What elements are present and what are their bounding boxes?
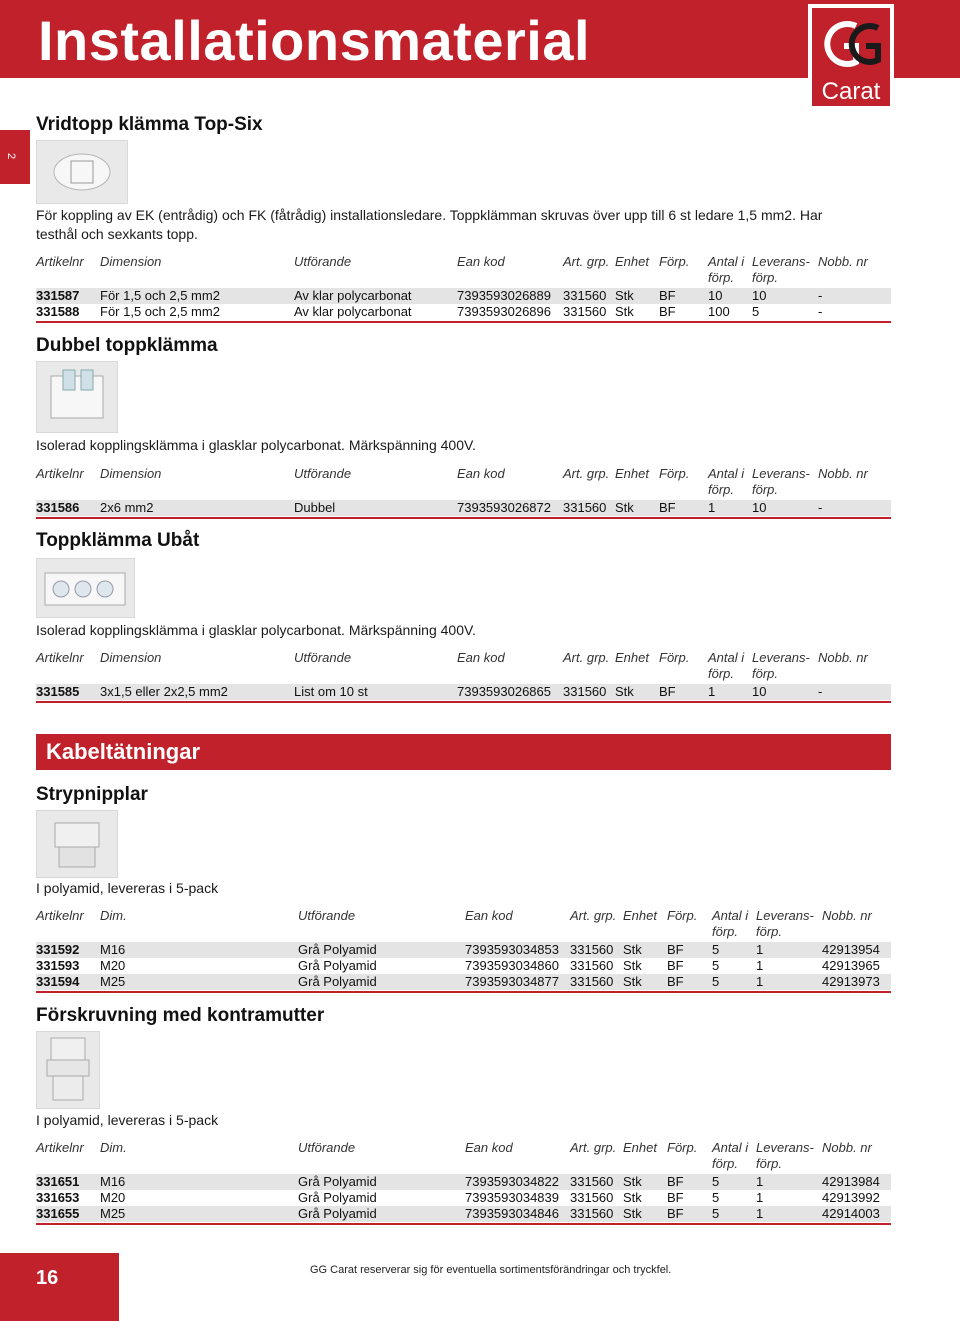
side-tab — [0, 130, 30, 184]
table-cell: 5 — [712, 1174, 720, 1189]
table-cell: 42914003 — [822, 1206, 880, 1221]
page-number: 16 — [36, 1267, 59, 1289]
table-cell: Stk — [623, 1174, 642, 1189]
table-cell: 331560 — [570, 942, 614, 957]
column-header: Leverans- förp. — [756, 1140, 814, 1171]
column-header: Art. grp. — [570, 1140, 617, 1155]
table-cell: 5 — [712, 1190, 720, 1205]
column-header: Nobb. nr — [818, 254, 868, 269]
article-number: 331655 — [36, 1206, 80, 1221]
table-cell: - — [818, 500, 823, 515]
table-header — [0, 650, 891, 682]
table-row — [36, 942, 891, 958]
column-header: Förp. — [667, 1140, 698, 1155]
logo-text: Carat — [821, 78, 881, 105]
table-row — [36, 1206, 891, 1222]
table-cell: 1 — [756, 1174, 764, 1189]
product-image — [36, 361, 118, 433]
category-title: Kabeltätningar — [46, 739, 201, 764]
table-cell: - — [818, 304, 823, 319]
product-description: Isolerad kopplingsklämma i glasklar polycarbonat. Märkspänning 400V. — [36, 622, 476, 638]
column-header: Utförande — [294, 254, 352, 269]
table-cell: BF — [667, 974, 684, 989]
table-cell: 100 — [708, 304, 730, 319]
table-cell: För 1,5 och 2,5 mm2 — [100, 304, 220, 319]
section-title: Toppklämma Ubåt — [36, 530, 200, 551]
footer-note: GG Carat reserverar sig för eventuella sortimentsförändringar och tryckfel. — [310, 1264, 672, 1276]
table-cell: 7393593034846 — [465, 1206, 559, 1221]
column-header: Dimension — [100, 466, 162, 481]
column-header: Ean kod — [457, 254, 505, 269]
column-header: Nobb. nr — [818, 466, 868, 481]
table-row — [36, 500, 891, 516]
gg-carat-logo — [808, 4, 894, 110]
article-number: 331592 — [36, 942, 80, 957]
column-header: Nobb. nr — [818, 650, 868, 665]
table-cell: 42913992 — [822, 1190, 880, 1205]
table-cell: 7393593034853 — [465, 942, 559, 957]
column-header: Antal i förp. — [708, 254, 745, 285]
product-image — [36, 558, 135, 618]
table-divider — [36, 1223, 891, 1225]
table-cell: 42913954 — [822, 942, 880, 957]
side-tab-label: 2 — [5, 152, 18, 160]
table-cell: - — [818, 684, 823, 699]
table-header — [0, 1140, 891, 1172]
table-cell: 7393593034860 — [465, 958, 559, 973]
table-cell: M20 — [100, 958, 126, 973]
column-header: Dimension — [100, 254, 162, 269]
table-row — [36, 958, 891, 974]
table-cell: 331560 — [570, 974, 614, 989]
article-number: 331588 — [36, 304, 80, 319]
table-cell: 331560 — [563, 304, 607, 319]
table-cell: Stk — [615, 288, 634, 303]
section-title: Förskruvning med kontramutter — [36, 1005, 325, 1026]
column-header: Dim. — [100, 1140, 127, 1155]
table-cell: 1 — [708, 684, 716, 699]
table-cell: BF — [659, 684, 676, 699]
table-divider — [36, 517, 891, 519]
table-cell: Stk — [615, 304, 634, 319]
table-cell: 10 — [752, 500, 767, 515]
column-header: Förp. — [659, 254, 690, 269]
table-cell: Grå Polyamid — [298, 958, 377, 973]
table-cell: M20 — [100, 1190, 126, 1205]
column-header: Antal i förp. — [712, 908, 749, 939]
table-header — [0, 908, 891, 940]
column-header: Utförande — [294, 466, 352, 481]
table-cell: 3x1,5 eller 2x2,5 mm2 — [100, 684, 228, 699]
table-cell: Stk — [615, 684, 634, 699]
column-header: Utförande — [298, 1140, 356, 1155]
column-header: Förp. — [659, 650, 690, 665]
table-cell: 331560 — [563, 684, 607, 699]
table-cell: M16 — [100, 942, 126, 957]
table-cell: 331560 — [570, 1206, 614, 1221]
table-cell: 1 — [756, 974, 764, 989]
table-cell: 7393593034839 — [465, 1190, 559, 1205]
table-row — [36, 1190, 891, 1206]
article-number: 331594 — [36, 974, 80, 989]
table-cell: M16 — [100, 1174, 126, 1189]
column-header: Förp. — [667, 908, 698, 923]
column-header: Enhet — [623, 1140, 657, 1155]
table-cell: Grå Polyamid — [298, 1190, 377, 1205]
product-description: I polyamid, levereras i 5-pack — [36, 880, 219, 896]
table-divider — [36, 991, 891, 993]
table-cell: Dubbel — [294, 500, 336, 515]
column-header: Art. grp. — [570, 908, 617, 923]
table-cell: 10 — [752, 684, 767, 699]
table-cell: 1 — [756, 1206, 764, 1221]
table-cell: BF — [667, 1206, 684, 1221]
table-cell: 42913973 — [822, 974, 880, 989]
product-image — [36, 140, 128, 204]
page-title: Installationsmaterial — [38, 9, 591, 72]
table-cell: 10 — [752, 288, 767, 303]
table-cell: 7393593034822 — [465, 1174, 559, 1189]
table-row — [36, 974, 891, 990]
page-number-box — [0, 1253, 119, 1321]
table-cell: BF — [667, 1174, 684, 1189]
table-cell: BF — [667, 958, 684, 973]
table-cell: M25 — [100, 974, 126, 989]
table-cell: BF — [659, 288, 676, 303]
product-image — [36, 1031, 100, 1109]
column-header: Antal i förp. — [712, 1140, 749, 1171]
table-cell: BF — [667, 1190, 684, 1205]
table-cell: List om 10 st — [294, 684, 368, 699]
product-description: För koppling av EK (entrådig) och FK (fåtrådig) installationsledare. Toppklämman skruvas över upp till 6 st ledare 1,5 mm2. Har testhål och sexkants topp. — [36, 207, 823, 242]
column-header: Ean kod — [465, 908, 513, 923]
table-cell: 7393593026889 — [457, 288, 551, 303]
article-number: 331586 — [36, 500, 80, 515]
column-header: Ean kod — [457, 650, 505, 665]
column-header: Leverans- förp. — [756, 908, 814, 939]
article-number: 331653 — [36, 1190, 80, 1205]
column-header: Utförande — [294, 650, 352, 665]
table-cell: 7393593026872 — [457, 500, 551, 515]
table-cell: 42913965 — [822, 958, 880, 973]
column-header: Art. grp. — [563, 650, 610, 665]
article-number: 331585 — [36, 684, 80, 699]
column-header: Leverans- förp. — [752, 650, 810, 681]
column-header: Artikelnr — [36, 254, 84, 269]
table-cell: Stk — [623, 1206, 642, 1221]
column-header: Artikelnr — [36, 908, 84, 923]
table-cell: Grå Polyamid — [298, 942, 377, 957]
table-cell: Grå Polyamid — [298, 1206, 377, 1221]
table-cell: 5 — [712, 958, 720, 973]
table-cell: 5 — [712, 942, 720, 957]
section-title: Dubbel toppklämma — [36, 335, 218, 356]
table-header — [0, 466, 891, 498]
table-cell: 331560 — [563, 500, 607, 515]
column-header: Antal i förp. — [708, 466, 745, 497]
table-cell: M25 — [100, 1206, 126, 1221]
table-cell: 5 — [712, 974, 720, 989]
article-number: 331651 — [36, 1174, 80, 1189]
section-title: Strypnipplar — [36, 784, 148, 805]
table-divider — [36, 321, 891, 323]
table-cell: 331560 — [570, 1190, 614, 1205]
table-row — [36, 684, 891, 700]
product-description: Isolerad kopplingsklämma i glasklar polycarbonat. Märkspänning 400V. — [36, 437, 476, 453]
table-cell: 1 — [756, 1190, 764, 1205]
table-cell: Stk — [623, 958, 642, 973]
article-number: 331593 — [36, 958, 80, 973]
column-header: Antal i förp. — [708, 650, 745, 681]
table-cell: Stk — [623, 942, 642, 957]
table-cell: 331560 — [570, 1174, 614, 1189]
category-band — [36, 734, 891, 770]
table-row — [36, 288, 891, 304]
table-cell: 5 — [712, 1206, 720, 1221]
table-cell: 331560 — [563, 288, 607, 303]
table-row — [36, 1174, 891, 1190]
column-header: Artikelnr — [36, 650, 84, 665]
table-cell: 7393593026896 — [457, 304, 551, 319]
table-cell: BF — [659, 500, 676, 515]
column-header: Utförande — [298, 908, 356, 923]
table-divider — [36, 701, 891, 703]
table-cell: 1 — [756, 942, 764, 957]
column-header: Nobb. nr — [822, 1140, 872, 1155]
table-cell: 7393593034877 — [465, 974, 559, 989]
article-number: 331587 — [36, 288, 80, 303]
column-header: Leverans- förp. — [752, 466, 810, 497]
column-header: Dimension — [100, 650, 162, 665]
product-image — [36, 810, 118, 878]
table-cell: 1 — [708, 500, 716, 515]
table-cell: Stk — [623, 974, 642, 989]
product-description: I polyamid, levereras i 5-pack — [36, 1112, 219, 1128]
table-cell: 2x6 mm2 — [100, 500, 154, 515]
table-cell: BF — [667, 942, 684, 957]
column-header: Ean kod — [465, 1140, 513, 1155]
table-cell: Grå Polyamid — [298, 974, 377, 989]
table-cell: Stk — [615, 500, 634, 515]
table-header — [0, 254, 891, 286]
column-header: Artikelnr — [36, 466, 84, 481]
table-cell: - — [818, 288, 823, 303]
table-cell: BF — [659, 304, 676, 319]
table-cell: 1 — [756, 958, 764, 973]
table-cell: Grå Polyamid — [298, 1174, 377, 1189]
column-header: Enhet — [615, 254, 649, 269]
table-cell: 10 — [708, 288, 723, 303]
column-header: Leverans- förp. — [752, 254, 810, 285]
table-cell: Av klar polycarbonat — [294, 288, 412, 303]
table-cell: För 1,5 och 2,5 mm2 — [100, 288, 220, 303]
section-title: Vridtopp klämma Top-Six — [36, 114, 263, 135]
table-cell: Av klar polycarbonat — [294, 304, 412, 319]
column-header: Enhet — [623, 908, 657, 923]
column-header: Förp. — [659, 466, 690, 481]
column-header: Artikelnr — [36, 1140, 84, 1155]
table-cell: 5 — [752, 304, 760, 319]
table-cell: 7393593026865 — [457, 684, 551, 699]
gg-logo-icon — [812, 14, 890, 74]
table-cell: 42913984 — [822, 1174, 880, 1189]
table-cell: 331560 — [570, 958, 614, 973]
column-header: Ean kod — [457, 466, 505, 481]
column-header: Art. grp. — [563, 254, 610, 269]
column-header: Dim. — [100, 908, 127, 923]
column-header: Enhet — [615, 650, 649, 665]
column-header: Art. grp. — [563, 466, 610, 481]
table-cell: Stk — [623, 1190, 642, 1205]
column-header: Enhet — [615, 466, 649, 481]
column-header: Nobb. nr — [822, 908, 872, 923]
table-row — [36, 304, 891, 320]
